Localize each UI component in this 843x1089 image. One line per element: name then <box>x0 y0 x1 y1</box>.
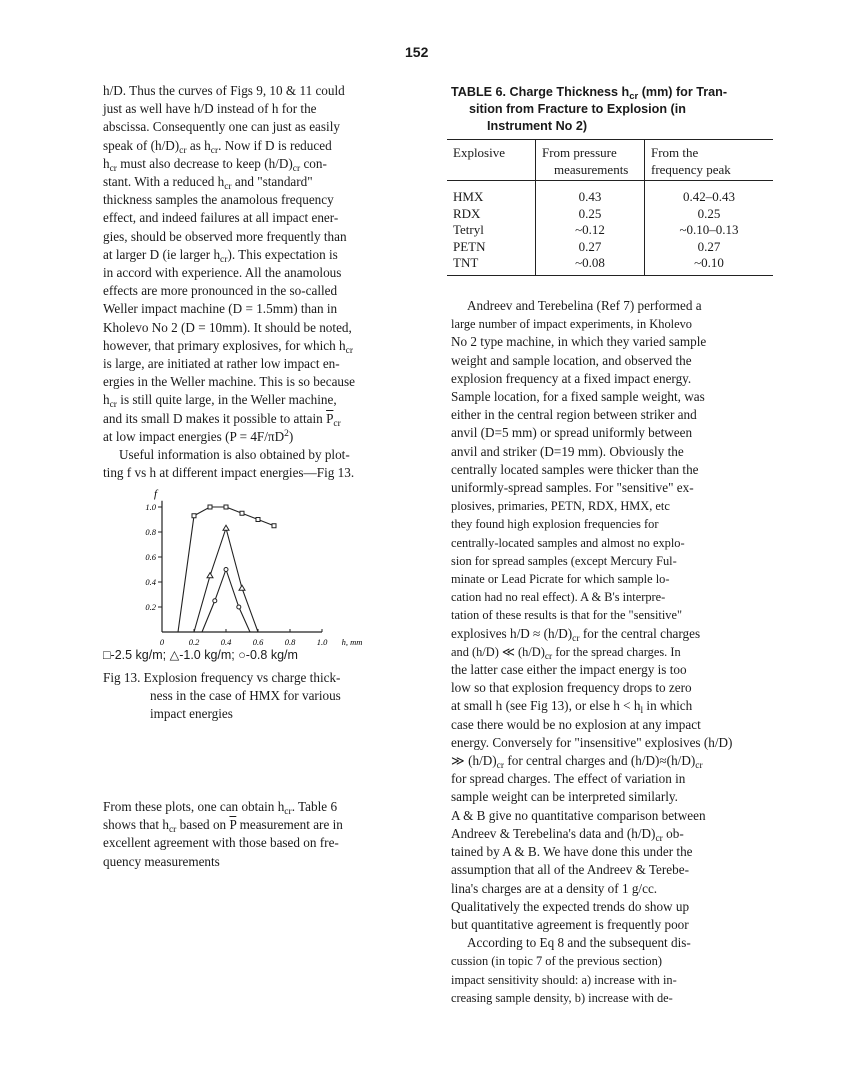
chart-ticks <box>145 502 362 647</box>
text-line: plosives, primaries, PETN, RDX, HMX, etc <box>451 499 670 514</box>
header-explosive: Explosive <box>447 140 536 181</box>
text-line: tation of these results is that for the "sensitive" <box>451 608 683 623</box>
data-point <box>224 568 228 572</box>
text-line: in accord with experience. All the anamolous <box>103 265 342 281</box>
y-tick-label: 0.8 <box>145 527 156 537</box>
text-line: explosion frequency at a fixed impact energy. <box>451 370 692 386</box>
figure-legend: □-2.5 kg/m; △-1.0 kg/m; ○-0.8 kg/m <box>103 648 298 662</box>
text-line: but quantitative agreement is frequently poor <box>451 916 689 932</box>
table-row <box>447 255 773 275</box>
fig13-chart <box>122 480 372 650</box>
text-line: effect, and indeed failures at all impact ener- <box>103 210 339 226</box>
text-line: Andreev and Terebelina (Ref 7) performed a <box>467 298 702 313</box>
text-line: abscissa. Consequently one can just as easily <box>103 119 340 135</box>
cell-explosive: PETN <box>453 238 486 254</box>
text-line: $h_{cr}$ must also decrease to keep $(h/D)_{cr}$ con- <box>103 155 327 174</box>
text-line: lina's charges are at a density of 1 g/cc. <box>451 880 658 896</box>
text-line: the latter case either the impact energy is too <box>451 662 687 678</box>
text-line: quency measurements <box>103 853 220 869</box>
cell-explosive: TNT <box>453 255 479 270</box>
text-line: Sample location, for a fixed sample weight, was <box>451 389 705 405</box>
text-line: just as well have h/D instead of h for the <box>103 101 317 117</box>
text-line: ergies in the Weller machine. This is so because <box>103 374 355 390</box>
header-pressure-line2: measurements <box>554 161 629 177</box>
cell-pressure: ~0.08 <box>536 255 645 275</box>
text-line: is large, are initiated at rather low impact en- <box>103 356 340 372</box>
text-line: energy. Conversely for "insensitive" explosives (h/D) <box>451 734 733 750</box>
data-point <box>239 585 245 590</box>
figure-caption-line: ness in the case of HMX for various <box>150 688 341 703</box>
text-line: cation had no real effect). A & B's interpre- <box>451 590 666 605</box>
data-point <box>207 573 213 578</box>
text-line: Andreev & Terebelina's data and $(h/D)_{cr}$ ob- <box>451 825 684 844</box>
cell-explosive: Tetryl <box>453 222 484 237</box>
text-line: effects are more pronounced in the so-called <box>103 283 338 299</box>
text-line: A & B give no quantitative comparison between <box>451 807 706 823</box>
data-point <box>272 524 276 528</box>
data-point <box>208 505 212 509</box>
text-line: thickness samples the anamolous frequency <box>103 192 334 208</box>
table-caption-line: sition from Fracture to Explosion (in <box>469 102 686 116</box>
text-line: stant. With a reduced $h_{cr}$ and "standard" <box>103 174 313 193</box>
data-point <box>223 525 229 530</box>
x-tick-label: 1.0 <box>316 637 328 647</box>
header-pressure-line1: From pressure <box>542 145 617 160</box>
cell-frequency: 0.25 <box>645 206 774 223</box>
text-line: large number of impact experiments, in Kholevo <box>451 317 692 332</box>
table-row <box>447 181 773 206</box>
text-line: sample weight can be interpreted similarly. <box>451 789 678 805</box>
text-line: creasing sample density, b) increase with de- <box>451 990 673 1005</box>
table-row <box>447 239 773 256</box>
data-point <box>192 514 196 518</box>
text-line: Useful information is also obtained by plot- <box>119 447 350 463</box>
text-line: sion for spread samples (except Mercury Ful- <box>451 553 677 568</box>
cell-explosive: RDX <box>453 205 481 221</box>
x-tick-label: 0 <box>159 637 165 647</box>
text-line: Kholevo No 2 (D = 10mm). It should be noted, <box>103 319 352 335</box>
y-tick-label: 1.0 <box>145 502 156 512</box>
text-line: and its small D makes it possible to attain $\overline{P}_{cr}$ <box>103 410 341 429</box>
header-pressure <box>536 140 645 181</box>
text-line: anvil (D=5 mm) or spread uniformly between <box>451 425 693 441</box>
text-line: impact sensitivity should: a) increase with in- <box>451 972 677 987</box>
text-line: Weller impact machine (D = 1.5mm) than in <box>103 301 338 317</box>
table-caption-line: Instrument No 2) <box>487 119 588 133</box>
cell-frequency: 0.42–0.43 <box>645 181 774 206</box>
chart-series <box>178 505 276 632</box>
cell-pressure: 0.25 <box>536 206 645 223</box>
table-row <box>447 222 773 239</box>
y-tick-label: 0.4 <box>145 577 156 587</box>
after-figure-text <box>103 798 413 871</box>
x-axis-unit: h, mm <box>341 637 363 647</box>
data-point <box>224 505 228 509</box>
data-point <box>213 599 217 603</box>
text-line: ≫ $(h/D)_{cr}$ for central charges and $(h/D)\approx(h/D)_{cr}$ <box>451 753 703 772</box>
text-line: From these plots, one can obtain $h_{cr}$. Table 6 <box>103 799 338 817</box>
table-caption-line: TABLE 6. Charge Thickness $h_{cr}$ (mm) for Tran- <box>451 85 728 102</box>
cell-pressure: 0.43 <box>536 181 645 206</box>
table-6 <box>447 140 773 276</box>
text-line: gies, should be observed more frequently than <box>103 228 347 244</box>
figure-caption <box>103 669 403 723</box>
text-line: they found high explosion frequencies for <box>451 517 659 532</box>
text-line: tained by A & B. We have done this under the <box>451 844 693 860</box>
text-line: ting f vs h at different impact energies—Fig 13. <box>103 465 355 481</box>
x-tick-label: 0.8 <box>284 637 296 647</box>
y-tick-label: 0.6 <box>145 552 156 562</box>
data-point <box>237 605 241 609</box>
text-line: at small h (see Fig 13), or else $h < h_l$ in which <box>451 698 693 717</box>
text-line: minate or Lead Picrate for which sample lo- <box>451 572 670 587</box>
text-line: centrally-located samples and almost no explo- <box>451 535 685 550</box>
cell-pressure: ~0.12 <box>536 222 645 239</box>
cell-pressure: 0.27 <box>536 239 645 256</box>
right-column-text <box>451 297 791 1007</box>
text-line: According to Eq 8 and the subsequent dis- <box>467 935 691 951</box>
text-line: cussion (in topic 7 of the previous section) <box>451 954 662 969</box>
data-point <box>256 518 260 522</box>
table-row <box>447 206 773 223</box>
text-line: explosives $h/D \approx (h/D)_{cr}$ for the central charges <box>451 625 701 644</box>
cell-frequency: ~0.10–0.13 <box>645 222 774 239</box>
text-line: at larger D (ie larger $h_{cr}$). This expectation is <box>103 246 338 265</box>
page-number: 152 <box>405 44 429 60</box>
text-line: Qualitatively the expected trends do show up <box>451 898 690 914</box>
figure-caption-line: impact energies <box>150 706 233 721</box>
text-line: assumption that all of the Andreev & Terebe- <box>451 862 689 878</box>
text-line: and (h/D) ≪ $(h/D)_{cr}$ for the spread charges. In <box>451 644 681 662</box>
text-line: weight and sample location, and observed the <box>451 352 692 368</box>
cell-frequency: 0.27 <box>645 239 774 256</box>
header-frequency <box>645 140 774 181</box>
text-line: anvil and striker (D=19 mm). Obviously the <box>451 443 684 459</box>
chart-axes <box>154 488 322 632</box>
text-line: case there would be no explosion at any impact <box>451 716 701 732</box>
text-line: at low impact energies $(P = 4F/\pi D^2)$ <box>103 428 294 444</box>
cell-frequency: ~0.10 <box>645 255 774 275</box>
text-line: $h_{cr}$ is still quite large, in the Weller machine, <box>103 392 337 411</box>
text-line: excellent agreement with those based on fre- <box>103 835 339 851</box>
table-caption <box>451 84 781 135</box>
text-line: speak of $(h/D)_{cr}$ as $h_{cr}$. Now if D is reduced <box>103 137 332 156</box>
text-line: uniformly-spread samples. For "sensitive" ex- <box>451 480 694 496</box>
figure-caption-line: Fig 13. Explosion frequency vs charge thick- <box>103 670 341 685</box>
y-tick-label: 0.2 <box>145 602 156 612</box>
text-line: for spread charges. The effect of variation in <box>451 771 686 787</box>
x-tick-label: 0.6 <box>252 637 264 647</box>
table-header-row <box>447 140 773 181</box>
text-line: shows that $h_{cr}$ based on $\overline{P}$ measurement are in <box>103 817 343 836</box>
header-frequency-line1: From the <box>651 145 699 160</box>
left-column-text <box>103 82 413 482</box>
header-frequency-line2: frequency peak <box>651 161 731 177</box>
text-line: h/D. Thus the curves of Figs 9, 10 & 11 could <box>103 83 345 98</box>
text-line: centrally located samples were thicker than the <box>451 461 699 477</box>
series-line-1 <box>194 528 258 632</box>
x-tick-label: 0.4 <box>220 637 232 647</box>
x-tick-label: 0.2 <box>188 637 200 647</box>
text-line: low so that explosion frequency drops to zero <box>451 680 692 696</box>
y-axis-label: f <box>154 487 158 500</box>
data-point <box>240 511 244 515</box>
cell-explosive: HMX <box>453 189 484 204</box>
text-line: however, that primary explosives, for which $h_{cr}$ <box>103 337 354 356</box>
text-line: either in the central region between striker and <box>451 407 697 423</box>
text-line: No 2 type machine, in which they varied sample <box>451 334 707 350</box>
